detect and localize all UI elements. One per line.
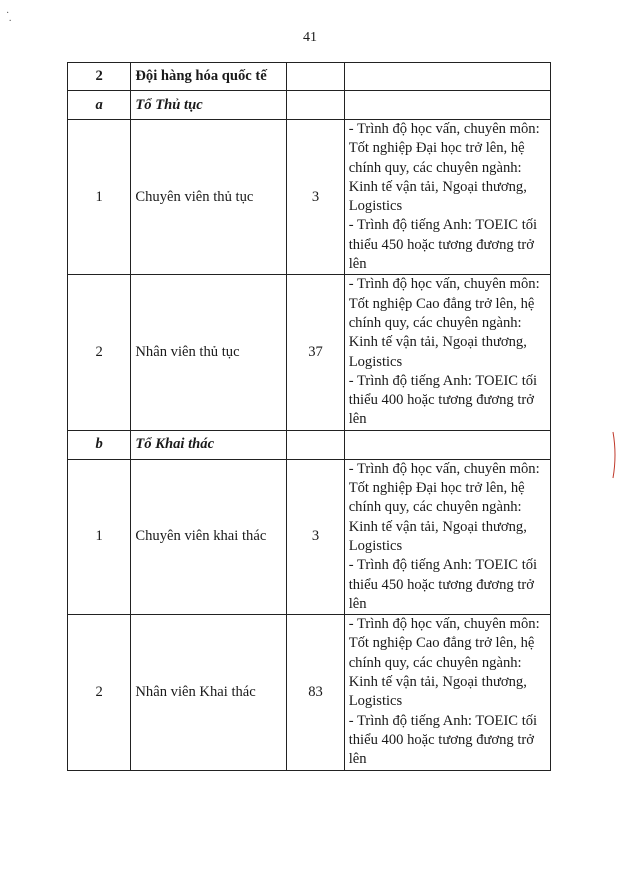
requirement-line: - Trình độ học vấn, chuyên môn:: [348, 276, 540, 293]
group-row-procedures: [68, 91, 551, 120]
requirement-line: thiểu 400 hoặc tương đương trở: [348, 392, 534, 409]
position-name: Nhân viên thủ tục: [131, 275, 287, 430]
requirement-line: thiểu 450 hoặc tương đương trở: [348, 576, 534, 593]
requirement-line: thiểu 400 hoặc tương đương trở: [348, 731, 534, 748]
group-row-operations: [68, 430, 551, 459]
requirement-line: Kinh tế vận tải, Ngoại thương,: [348, 518, 527, 535]
requirement-line: chính quy, các chuyên ngành:: [348, 499, 522, 516]
requirement-line: Logistics: [348, 537, 403, 554]
table-row: [68, 615, 551, 770]
requirement-line: lên: [348, 595, 367, 612]
requirement-line: chính quy, các chuyên ngành:: [348, 654, 522, 671]
requirement-line: chính quy, các chuyên ngành:: [348, 159, 522, 176]
requirement-line: - Trình độ tiếng Anh: TOEIC tối: [348, 217, 538, 234]
group-quantity: [287, 430, 344, 459]
requirement-line: Tốt nghiệp Đại học trở lên, hệ: [348, 140, 525, 157]
requirement-line: Logistics: [348, 693, 403, 710]
department-number: 2: [68, 63, 131, 91]
row-number: 2: [68, 275, 131, 430]
scan-edge-mark: [612, 430, 618, 480]
headcount: 83: [287, 615, 344, 770]
scan-specks: · ·: [6, 8, 12, 27]
department-name: Đội hàng hóa quốc tế: [131, 63, 287, 91]
position-name: Nhân viên Khai thác: [131, 615, 287, 770]
requirement-line: - Trình độ học vấn, chuyên môn:: [348, 121, 540, 137]
requirement-line: Kinh tế vận tải, Ngoại thương,: [348, 674, 527, 691]
page-number: 41: [303, 30, 317, 45]
requirements-cell: [344, 459, 550, 614]
requirement-line: Logistics: [348, 353, 403, 370]
group-quantity: [287, 91, 344, 120]
group-requirements: [344, 430, 550, 459]
requirement-line: - Trình độ tiếng Anh: TOEIC tối: [348, 372, 538, 389]
group-name: Tổ Khai thác: [131, 430, 287, 459]
requirement-line: Kinh tế vận tải, Ngoại thương,: [348, 334, 527, 351]
requirement-line: Tốt nghiệp Đại học trở lên, hệ: [348, 480, 525, 497]
requirement-line: - Trình độ tiếng Anh: TOEIC tối: [348, 712, 538, 729]
department-quantity: [287, 63, 344, 91]
group-label: b: [68, 430, 131, 459]
requirement-line: - Trình độ học vấn, chuyên môn:: [348, 616, 540, 633]
requirement-line: - Trình độ tiếng Anh: TOEIC tối: [348, 557, 538, 574]
headcount: 3: [287, 120, 344, 275]
row-number: 1: [68, 120, 131, 275]
requirement-line: Tốt nghiệp Cao đẳng trở lên, hệ: [348, 635, 535, 652]
table-row: [68, 120, 551, 275]
requirement-line: Kinh tế vận tải, Ngoại thương,: [348, 178, 527, 195]
headcount: 3: [287, 459, 344, 614]
group-requirements: [344, 91, 550, 120]
requirements-cell: [344, 275, 550, 430]
department-requirements: [344, 63, 550, 91]
position-name: Chuyên viên thủ tục: [131, 120, 287, 275]
department-header-row: [68, 63, 551, 91]
group-name: Tổ Thủ tục: [131, 91, 287, 120]
requirement-line: - Trình độ học vấn, chuyên môn:: [348, 460, 540, 477]
requirement-line: Logistics: [348, 198, 403, 215]
requirement-line: lên: [348, 751, 367, 768]
table-row: [68, 459, 551, 614]
requirements-cell: [344, 120, 550, 275]
staffing-table: [67, 62, 551, 771]
headcount: 37: [287, 275, 344, 430]
requirement-line: thiểu 450 hoặc tương đương trở: [348, 236, 534, 253]
group-label: a: [68, 91, 131, 120]
row-number: 1: [68, 459, 131, 614]
position-name: Chuyên viên khai thác: [131, 459, 287, 614]
table-row: [68, 275, 551, 430]
requirement-line: Tốt nghiệp Cao đẳng trở lên, hệ: [348, 295, 535, 312]
requirement-line: chính quy, các chuyên ngành:: [348, 314, 522, 331]
row-number: 2: [68, 615, 131, 770]
requirement-line: lên: [348, 411, 367, 428]
requirements-cell: [344, 615, 550, 770]
requirement-line: lên: [348, 256, 367, 273]
